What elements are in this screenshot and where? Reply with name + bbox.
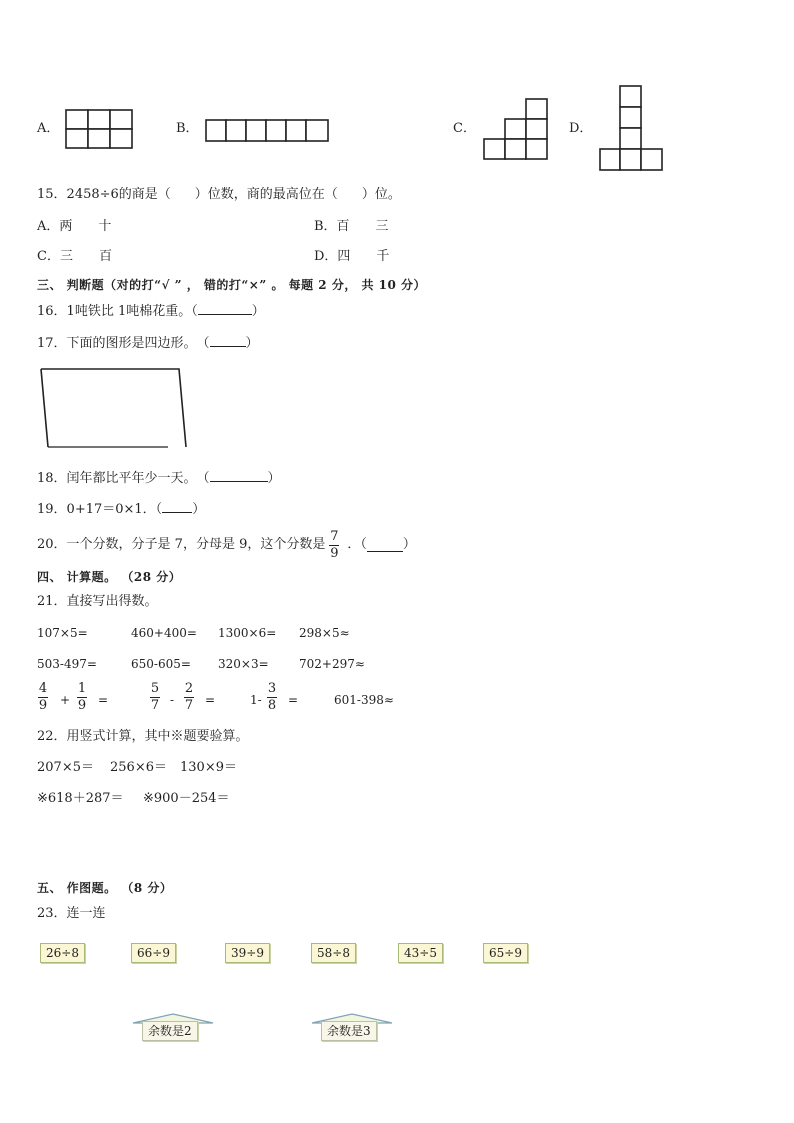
q21-row2-item1: 503-497= [37,657,97,671]
q18-close: ） [267,471,281,486]
q17-close: ） [245,336,259,351]
q21-row2-item4: 702+297≈ [299,657,365,671]
frac4-denominator: 7 [184,698,194,713]
q23-card-1[interactable]: 26÷8 [40,943,85,963]
q15-stem-pre: 15．2458÷6的商是（ [37,187,171,202]
q23-card-5[interactable]: 43÷5 [398,943,443,963]
option-d-label: D． [569,121,593,136]
q21-row3-frac1 [38,682,48,713]
frac4-numerator: 2 [184,681,194,696]
q23-target-2[interactable]: 余数是3 [321,1021,377,1041]
q20-answer-blank[interactable] [367,539,403,552]
q21-row1-item1: 107×5= [37,626,88,640]
frac1-numerator: 4 [38,681,48,696]
q22-row2-item1: ※618＋287＝ [37,791,124,806]
q20-tail: ．（ [347,537,367,552]
q21-row3-frac4 [184,682,194,713]
option-a-label: A． [37,121,60,136]
frac5-denominator: 8 [267,698,277,713]
q20-close: ） [402,537,416,552]
q22-title: 22．用竖式计算，其中※题要验算。 [37,729,249,744]
q21-row3-item4: 601-398≈ [334,693,394,707]
q21-row2-item2: 650-605= [131,657,191,671]
q15-option-a: A．两 十 [37,219,112,234]
q17 [37,334,259,352]
q21-title: 21．直接写出得数。 [37,594,158,609]
q17-figure [38,364,190,452]
frac2-denominator: 9 [77,698,87,713]
q21-row1-item2: 460+400= [131,626,197,640]
q16-close: ） [251,304,265,319]
q15-stem [37,187,401,203]
q23-card-2[interactable]: 66÷9 [131,943,176,963]
option-b-figure [204,118,330,144]
frac3-numerator: 5 [150,681,160,696]
q18-text: 18．闰年都比平年少一天。 （ [37,471,210,486]
option-c-label: C． [453,121,476,136]
section5-title: 五、 作图题。 （8 分） [37,881,173,895]
q21-row2-item3: 320×3= [218,657,269,671]
q23-title: 23．连一连 [37,906,106,921]
q22-row1-item1: 207×5＝ [37,760,94,775]
q18 [37,469,281,487]
frac3-denominator: 7 [150,698,160,713]
q21-row3-eq2: = [205,693,216,707]
q15-option-b: B．百 三 [314,219,389,234]
q21-row3-frac2 [77,682,87,713]
q16-answer-blank[interactable] [198,302,252,315]
q15-option-d: D．四 千 [314,249,390,264]
option-a-figure [64,108,134,150]
q21-row3-minus: - [170,693,175,707]
q20-fraction [329,530,339,561]
q21-row1-item4: 298×5≈ [299,626,350,640]
q20-denominator: 9 [330,545,339,561]
section3-title: 三、 判断题（对的打“√ ” ， 错的打“×” 。 每题 2 分， 共 10 分） [37,278,427,292]
q16-text: 16．1吨铁比 1吨棉花重。（ [37,304,198,319]
frac5-numerator: 3 [267,681,277,696]
q21-row3-frac5 [267,682,277,713]
q19-text: 19．0+17＝0×1．（ [37,502,163,517]
q23-card-4[interactable]: 58÷8 [311,943,356,963]
q16 [37,302,265,320]
option-c-figure [482,97,550,163]
q23-target-1[interactable]: 余数是2 [142,1021,198,1041]
q23-card-3[interactable]: 39÷9 [225,943,270,963]
frac1-denominator: 9 [38,698,48,713]
q19-answer-blank[interactable] [162,500,192,513]
q21-row3-one-minus: 1- [250,693,262,707]
q21-row3-frac3 [150,682,160,713]
q15-option-c: C．三 百 [37,249,112,264]
q15-stem-mid: ）位数，商的最高位在（ [194,187,338,202]
section4-title: 四、 计算题。 （28 分） [37,570,182,584]
q21-row1-item3: 1300×6= [218,626,277,640]
frac2-numerator: 1 [77,681,87,696]
q22-row1-item2: 256×6＝ [110,760,167,775]
q22-row1-item3: 130×9＝ [180,760,237,775]
q21-row3-eq1: = [98,693,109,707]
q23-card-6[interactable]: 65÷9 [483,943,528,963]
q18-answer-blank[interactable] [210,469,268,482]
q20 [37,528,416,562]
q21-row3-plus: + [60,693,71,707]
option-d-figure [598,84,666,174]
q20-numerator: 7 [330,528,339,544]
q17-text: 17．下面的图形是四边形。 （ [37,336,210,351]
q15-stem-post: ）位。 [361,187,401,202]
q17-answer-blank[interactable] [210,334,246,347]
q19 [37,500,205,518]
q21-row3-eq3: = [288,693,299,707]
q20-text: 20．一个分数，分子是 7，分母是 9，这个分数是 [37,537,326,552]
q22-row2-item2: ※900－254＝ [143,791,230,806]
q19-close: ） [192,502,206,517]
option-b-label: B． [176,121,199,136]
